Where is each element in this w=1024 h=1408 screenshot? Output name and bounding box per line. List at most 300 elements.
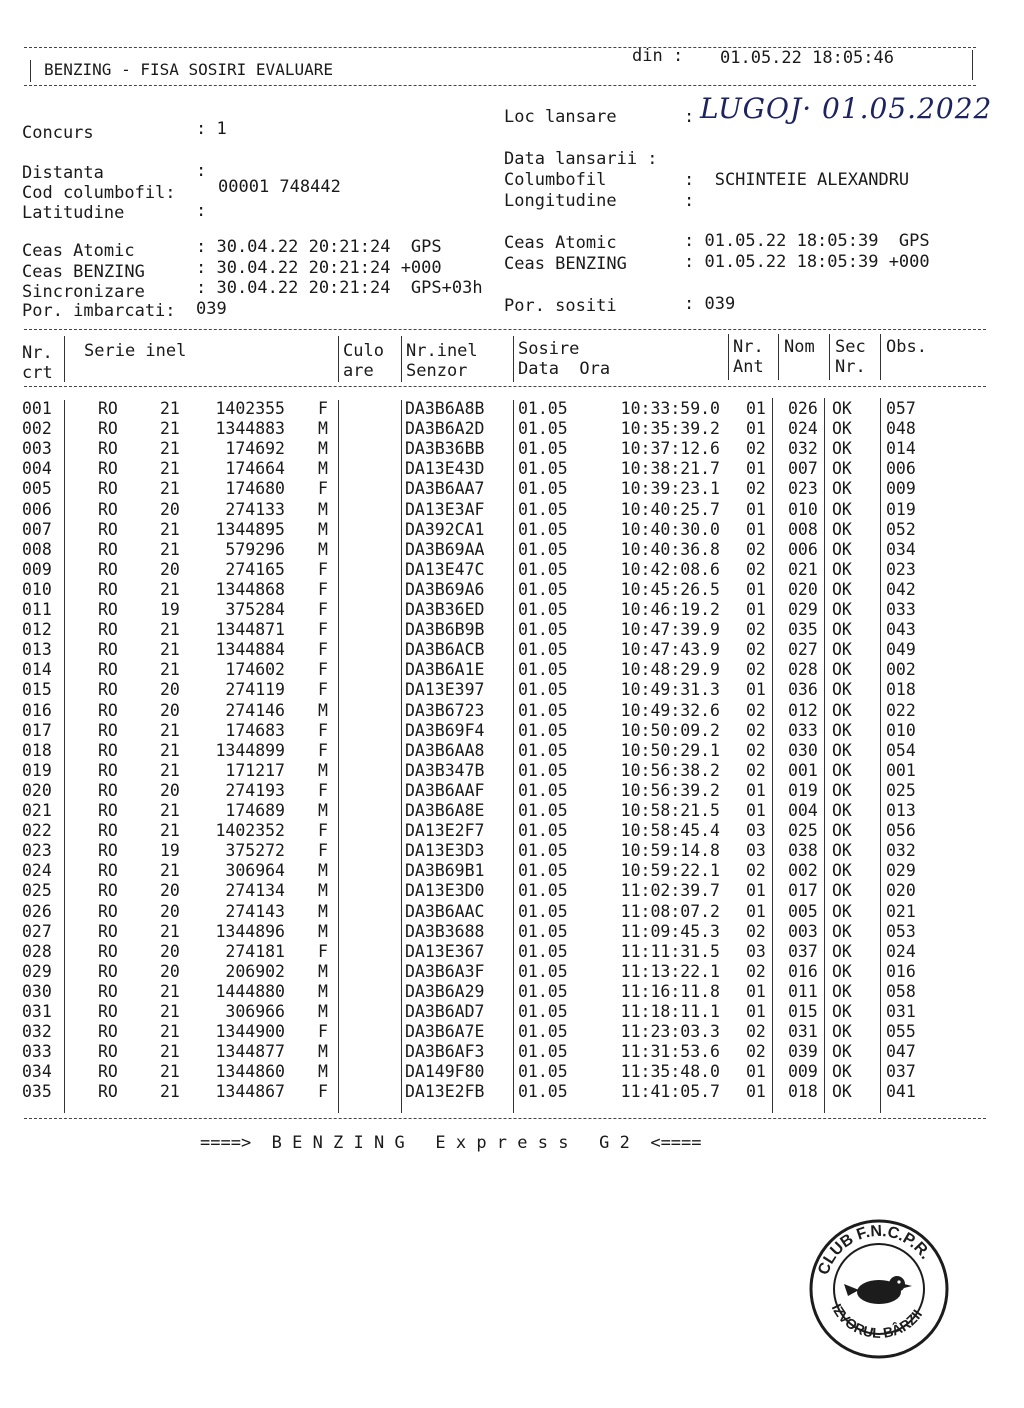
header-nr-inel-1: Nr.inel xyxy=(406,341,478,361)
cell-sex: M xyxy=(318,459,328,479)
cell-sec: OK xyxy=(832,399,852,418)
concurs-value: : 1 xyxy=(196,119,227,139)
cell-ora: 10:40:25.7 xyxy=(620,499,720,519)
cell-senzor: DA3B36BB xyxy=(405,439,485,459)
cell-senzor: DA13E397 xyxy=(405,680,485,700)
distanta-value: : xyxy=(196,161,207,181)
header-sep-sosire xyxy=(513,336,514,382)
cell-nr: 001 xyxy=(22,399,52,418)
header-nr-crt-2: crt xyxy=(22,363,53,383)
ceas-atomic-right-label: Ceas Atomic xyxy=(504,233,617,253)
cell-sec: OK xyxy=(832,1002,852,1021)
cell-nom: 009 xyxy=(788,1062,818,1082)
cell-sex: F xyxy=(318,740,328,760)
table-row xyxy=(0,620,1024,640)
cod-columbofil-label: Cod columbofil: xyxy=(22,183,176,203)
cell-data: 01.05 xyxy=(518,1062,568,1082)
cell-data: 01.05 xyxy=(518,720,568,740)
cell-nom: 018 xyxy=(788,1082,818,1102)
table-row xyxy=(0,881,1024,901)
cell-nr: 034 xyxy=(22,1062,52,1082)
cell-nom: 021 xyxy=(788,559,818,579)
cell-sex: M xyxy=(318,801,328,820)
cell-sec: OK xyxy=(832,841,852,861)
cell-data: 01.05 xyxy=(518,1022,568,1042)
cell-sec: OK xyxy=(832,600,852,619)
cell-an: 19 xyxy=(160,600,180,619)
cell-sex: F xyxy=(318,660,328,680)
cell-ant: 01 xyxy=(746,780,766,800)
cell-obs: 054 xyxy=(886,740,916,760)
cell-tara: RO xyxy=(98,821,118,841)
table-row xyxy=(0,399,1024,419)
cell-nr: 002 xyxy=(22,419,52,439)
cell-sex: F xyxy=(318,720,328,740)
cell-nom: 035 xyxy=(788,620,818,640)
cell-data: 01.05 xyxy=(518,419,568,439)
cell-nom: 006 xyxy=(788,539,818,559)
cell-senzor: DA3B69A6 xyxy=(405,579,485,599)
body-sep-culoare xyxy=(338,400,339,1113)
cell-ora: 11:08:07.2 xyxy=(620,901,720,921)
cell-tara: RO xyxy=(98,760,118,780)
cell-inel: 174602 xyxy=(225,660,285,680)
cell-an: 21 xyxy=(160,479,180,499)
cell-nom: 027 xyxy=(788,640,818,660)
cell-senzor: DA3B6AD7 xyxy=(405,1002,485,1021)
cell-obs: 057 xyxy=(886,399,916,418)
cell-an: 21 xyxy=(160,821,180,841)
cell-inel: 274146 xyxy=(225,700,285,720)
cell-tara: RO xyxy=(98,861,118,881)
cell-ant: 01 xyxy=(746,579,766,599)
cell-sex: F xyxy=(318,579,328,599)
cell-obs: 053 xyxy=(886,921,916,941)
cell-an: 20 xyxy=(160,680,180,700)
cell-data: 01.05 xyxy=(518,740,568,760)
cell-ant: 01 xyxy=(746,1082,766,1102)
cell-inel: 274165 xyxy=(225,559,285,579)
cell-ant: 02 xyxy=(746,861,766,881)
cell-senzor: DA3B6B9B xyxy=(405,620,485,640)
cell-data: 01.05 xyxy=(518,861,568,881)
cell-tara: RO xyxy=(98,1042,118,1062)
cell-nom: 030 xyxy=(788,740,818,760)
columbofil-label: Columbofil xyxy=(504,170,607,190)
cell-nom: 008 xyxy=(788,519,818,539)
cell-an: 21 xyxy=(160,399,180,418)
cell-tara: RO xyxy=(98,519,118,539)
cell-obs: 031 xyxy=(886,1002,916,1021)
table-row xyxy=(0,660,1024,680)
cell-senzor: DA13E3D3 xyxy=(405,841,485,861)
cell-inel: 579296 xyxy=(225,539,285,559)
cell-sec: OK xyxy=(832,700,852,720)
cell-ora: 10:35:39.2 xyxy=(620,419,720,439)
cell-inel: 306964 xyxy=(225,861,285,881)
cell-an: 21 xyxy=(160,981,180,1001)
cell-sec: OK xyxy=(832,981,852,1001)
cell-sex: M xyxy=(318,700,328,720)
cell-senzor: DA3B6723 xyxy=(405,700,485,720)
cell-senzor: DA3B6ACB xyxy=(405,640,485,660)
cell-tara: RO xyxy=(98,1062,118,1082)
table-header-top-rule xyxy=(24,329,986,330)
cell-sex: M xyxy=(318,1042,328,1062)
sincronizare-value: : 30.04.22 20:21:24 GPS+03h xyxy=(196,278,483,298)
cell-ora: 11:23:03.3 xyxy=(620,1022,720,1042)
cell-nr: 004 xyxy=(22,459,52,479)
cell-nr: 017 xyxy=(22,720,52,740)
cell-nr: 013 xyxy=(22,640,52,660)
table-row xyxy=(0,942,1024,962)
cell-an: 20 xyxy=(160,881,180,901)
cell-obs: 052 xyxy=(886,519,916,539)
cell-data: 01.05 xyxy=(518,640,568,660)
table-row xyxy=(0,701,1024,721)
cell-nom: 007 xyxy=(788,459,818,479)
cell-sec: OK xyxy=(832,620,852,640)
cell-nom: 029 xyxy=(788,600,818,619)
cell-sex: F xyxy=(318,399,328,418)
cell-ant: 01 xyxy=(746,600,766,619)
cell-ora: 11:02:39.7 xyxy=(620,881,720,901)
cell-data: 01.05 xyxy=(518,439,568,459)
loc-lansare-label: Loc lansare xyxy=(504,107,617,127)
cell-tara: RO xyxy=(98,539,118,559)
cell-inel: 1344867 xyxy=(215,1082,285,1102)
concurs-label: Concurs xyxy=(22,123,94,143)
sositi-label: Por. sositi xyxy=(504,296,617,316)
cell-data: 01.05 xyxy=(518,700,568,720)
cell-an: 20 xyxy=(160,499,180,519)
header-culoare-1: Culo xyxy=(343,341,384,361)
cell-inel: 274143 xyxy=(225,901,285,921)
ceas-atomic-label: Ceas Atomic xyxy=(22,241,135,261)
cell-nom: 039 xyxy=(788,1042,818,1062)
cell-obs: 032 xyxy=(886,841,916,861)
cell-an: 21 xyxy=(160,579,180,599)
cell-nom: 020 xyxy=(788,579,818,599)
cell-sex: M xyxy=(318,439,328,459)
cell-ant: 02 xyxy=(746,921,766,941)
cell-tara: RO xyxy=(98,1082,118,1102)
cell-ant: 02 xyxy=(746,539,766,559)
cell-nr: 027 xyxy=(22,921,52,941)
table-row xyxy=(0,520,1024,540)
cell-inel: 1344860 xyxy=(215,1062,285,1082)
cell-ora: 10:58:21.5 xyxy=(620,801,720,820)
cell-ant: 03 xyxy=(746,821,766,841)
cell-tara: RO xyxy=(98,680,118,700)
ceas-benzing-right-label: Ceas BENZING xyxy=(504,254,627,274)
distanta-label: Distanta xyxy=(22,163,104,183)
cell-ora: 11:16:11.8 xyxy=(620,981,720,1001)
loc-lansare-handwritten: LUGOJ· 01.05.2022 xyxy=(700,92,993,125)
cell-sex: M xyxy=(318,539,328,559)
cell-ant: 02 xyxy=(746,720,766,740)
cell-ant: 01 xyxy=(746,1002,766,1021)
cell-sex: F xyxy=(318,620,328,640)
header-sep-nr xyxy=(64,336,65,382)
cell-senzor: DA3B6A3F xyxy=(405,961,485,981)
cell-ant: 02 xyxy=(746,1022,766,1042)
cell-sex: F xyxy=(318,941,328,961)
table-row xyxy=(0,801,1024,821)
footer-banner: ====> B E N Z I N G E x p r e s s G 2 <==== xyxy=(200,1133,702,1153)
cell-ant: 02 xyxy=(746,439,766,459)
cell-sec: OK xyxy=(832,559,852,579)
cell-ora: 10:38:21.7 xyxy=(620,459,720,479)
cell-data: 01.05 xyxy=(518,519,568,539)
cell-tara: RO xyxy=(98,439,118,459)
header-bottom-rule xyxy=(24,85,976,86)
cell-obs: 019 xyxy=(886,499,916,519)
cell-data: 01.05 xyxy=(518,821,568,841)
cell-sec: OK xyxy=(832,459,852,479)
cell-data: 01.05 xyxy=(518,1042,568,1062)
header-sosire-2: Data Ora xyxy=(518,359,611,379)
cell-nr: 023 xyxy=(22,841,52,861)
cell-an: 21 xyxy=(160,660,180,680)
cell-data: 01.05 xyxy=(518,459,568,479)
cell-sec: OK xyxy=(832,780,852,800)
body-sep-nom xyxy=(824,398,825,1113)
cell-senzor: DA3B6A2D xyxy=(405,419,485,439)
cell-an: 20 xyxy=(160,700,180,720)
cell-ant: 02 xyxy=(746,961,766,981)
table-header-bottom-rule xyxy=(24,386,986,387)
cell-data: 01.05 xyxy=(518,901,568,921)
cell-tara: RO xyxy=(98,700,118,720)
cell-nr: 018 xyxy=(22,740,52,760)
ceas-atomic-right-value: : 01.05.22 18:05:39 GPS xyxy=(684,231,930,251)
cell-nom: 038 xyxy=(788,841,818,861)
cell-an: 21 xyxy=(160,801,180,820)
header-nr-ant-1: Nr. xyxy=(733,337,764,357)
cell-obs: 024 xyxy=(886,941,916,961)
cell-tara: RO xyxy=(98,499,118,519)
cell-ant: 02 xyxy=(746,559,766,579)
cell-an: 21 xyxy=(160,419,180,439)
cell-sex: F xyxy=(318,1022,328,1042)
cell-ant: 01 xyxy=(746,499,766,519)
cell-nr: 009 xyxy=(22,559,52,579)
cell-senzor: DA13E47C xyxy=(405,559,485,579)
cell-obs: 043 xyxy=(886,620,916,640)
cell-an: 21 xyxy=(160,539,180,559)
cell-inel: 274119 xyxy=(225,680,285,700)
header-sep-obs xyxy=(880,334,881,380)
table-row xyxy=(0,761,1024,781)
cell-data: 01.05 xyxy=(518,1002,568,1021)
cell-data: 01.05 xyxy=(518,680,568,700)
table-bottom-rule xyxy=(24,1118,986,1119)
cell-ora: 10:50:09.2 xyxy=(620,720,720,740)
cell-sex: F xyxy=(318,821,328,841)
cell-ant: 01 xyxy=(746,981,766,1001)
cell-ant: 02 xyxy=(746,1042,766,1062)
cell-ant: 01 xyxy=(746,459,766,479)
header-right-bar xyxy=(972,50,973,80)
table-row xyxy=(0,419,1024,439)
cell-ora: 10:39:23.1 xyxy=(620,479,720,499)
cell-obs: 016 xyxy=(886,961,916,981)
table-row xyxy=(0,1042,1024,1062)
cell-nom: 023 xyxy=(788,479,818,499)
cell-tara: RO xyxy=(98,620,118,640)
cell-nom: 033 xyxy=(788,720,818,740)
cell-an: 20 xyxy=(160,559,180,579)
body-sep-ant xyxy=(772,398,773,1113)
cell-ora: 10:47:39.9 xyxy=(620,620,720,640)
cell-senzor: DA13E367 xyxy=(405,941,485,961)
cell-senzor: DA3B69B1 xyxy=(405,861,485,881)
cell-ant: 01 xyxy=(746,680,766,700)
cell-an: 21 xyxy=(160,459,180,479)
cell-nom: 016 xyxy=(788,961,818,981)
cell-senzor: DA3B69AA xyxy=(405,539,485,559)
cell-nr: 024 xyxy=(22,861,52,881)
cell-ora: 10:56:39.2 xyxy=(620,780,720,800)
cell-sec: OK xyxy=(832,941,852,961)
cell-inel: 174664 xyxy=(225,459,285,479)
table-row xyxy=(0,500,1024,520)
cell-obs: 056 xyxy=(886,821,916,841)
cell-ora: 11:13:22.1 xyxy=(620,961,720,981)
cell-inel: 306966 xyxy=(225,1002,285,1021)
cell-nr: 033 xyxy=(22,1042,52,1062)
cell-obs: 020 xyxy=(886,881,916,901)
cell-obs: 034 xyxy=(886,539,916,559)
cell-nom: 005 xyxy=(788,901,818,921)
cell-tara: RO xyxy=(98,1002,118,1021)
cell-obs: 009 xyxy=(886,479,916,499)
cell-senzor: DA3B6AF3 xyxy=(405,1042,485,1062)
cell-data: 01.05 xyxy=(518,660,568,680)
cell-data: 01.05 xyxy=(518,921,568,941)
cell-inel: 174689 xyxy=(225,801,285,820)
cell-ant: 03 xyxy=(746,941,766,961)
page-title: BENZING - FISA SOSIRI EVALUARE xyxy=(44,60,333,79)
header-nr-inel-2: Senzor xyxy=(406,361,468,381)
cell-sec: OK xyxy=(832,660,852,680)
cod-columbofil-value: 00001 748442 xyxy=(218,177,341,197)
cell-data: 01.05 xyxy=(518,620,568,640)
cell-nr: 006 xyxy=(22,499,52,519)
cell-tara: RO xyxy=(98,559,118,579)
cell-sec: OK xyxy=(832,1082,852,1102)
cell-sec: OK xyxy=(832,740,852,760)
cell-nom: 026 xyxy=(788,399,818,418)
cell-sec: OK xyxy=(832,720,852,740)
cell-data: 01.05 xyxy=(518,399,568,418)
cell-inel: 1344877 xyxy=(215,1042,285,1062)
cell-sec: OK xyxy=(832,680,852,700)
cell-obs: 018 xyxy=(886,680,916,700)
din-value: 01.05.22 18:05:46 xyxy=(720,48,894,68)
cell-an: 21 xyxy=(160,861,180,881)
cell-nr: 025 xyxy=(22,881,52,901)
cell-an: 21 xyxy=(160,640,180,660)
header-obs: Obs. xyxy=(886,337,927,357)
cell-sec: OK xyxy=(832,419,852,439)
cell-sec: OK xyxy=(832,640,852,660)
cell-inel: 274193 xyxy=(225,780,285,800)
cell-nr: 014 xyxy=(22,660,52,680)
cell-sex: M xyxy=(318,921,328,941)
cell-data: 01.05 xyxy=(518,780,568,800)
cell-data: 01.05 xyxy=(518,499,568,519)
cell-sex: M xyxy=(318,1062,328,1082)
cell-tara: RO xyxy=(98,579,118,599)
cell-ora: 10:48:29.9 xyxy=(620,660,720,680)
cell-data: 01.05 xyxy=(518,841,568,861)
cell-nom: 015 xyxy=(788,1002,818,1021)
cell-data: 01.05 xyxy=(518,941,568,961)
cell-senzor: DA3B6A8E xyxy=(405,801,485,820)
pigeon-icon xyxy=(844,1276,912,1304)
table-row xyxy=(0,902,1024,922)
latitudine-value: : xyxy=(196,201,207,221)
table-row xyxy=(0,1062,1024,1082)
cell-sex: F xyxy=(318,600,328,619)
header-sep-culoare xyxy=(338,336,339,382)
cell-inel: 1344868 xyxy=(215,579,285,599)
cell-an: 21 xyxy=(160,921,180,941)
table-row xyxy=(0,721,1024,741)
cell-ora: 10:37:12.6 xyxy=(620,439,720,459)
table-row xyxy=(0,439,1024,459)
cell-ant: 01 xyxy=(746,419,766,439)
cell-sex: M xyxy=(318,519,328,539)
cell-data: 01.05 xyxy=(518,1082,568,1102)
cell-nom: 001 xyxy=(788,760,818,780)
cell-obs: 037 xyxy=(886,1062,916,1082)
header-nr-crt-1: Nr. xyxy=(22,343,53,363)
svg-text:IZVORUL BÂRZII: IZVORUL BÂRZII xyxy=(828,1301,926,1341)
cell-an: 20 xyxy=(160,961,180,981)
cell-tara: RO xyxy=(98,660,118,680)
header-serie-inel: Serie inel xyxy=(84,341,187,361)
cell-tara: RO xyxy=(98,399,118,418)
cell-ant: 01 xyxy=(746,519,766,539)
cell-obs: 058 xyxy=(886,981,916,1001)
cell-ant: 02 xyxy=(746,760,766,780)
cell-data: 01.05 xyxy=(518,539,568,559)
cell-tara: RO xyxy=(98,640,118,660)
cell-tara: RO xyxy=(98,801,118,820)
header-nom: Nom xyxy=(784,337,815,357)
cell-obs: 041 xyxy=(886,1082,916,1102)
cell-ant: 01 xyxy=(746,901,766,921)
table-row xyxy=(0,560,1024,580)
cell-inel: 274133 xyxy=(225,499,285,519)
cell-senzor: DA149F80 xyxy=(405,1062,485,1082)
cell-nr: 012 xyxy=(22,620,52,640)
cell-senzor: DA13E3AF xyxy=(405,499,485,519)
cell-ora: 11:31:53.6 xyxy=(620,1042,720,1062)
header-sec-1: Sec xyxy=(835,337,866,357)
header-sep-ant xyxy=(728,334,729,380)
cell-senzor: DA3B69F4 xyxy=(405,720,485,740)
cell-senzor: DA3B6AAF xyxy=(405,780,485,800)
cell-sec: OK xyxy=(832,921,852,941)
cell-tara: RO xyxy=(98,841,118,861)
cell-inel: 375272 xyxy=(225,841,285,861)
cell-ora: 10:33:59.0 xyxy=(620,399,720,418)
cell-an: 21 xyxy=(160,1002,180,1021)
